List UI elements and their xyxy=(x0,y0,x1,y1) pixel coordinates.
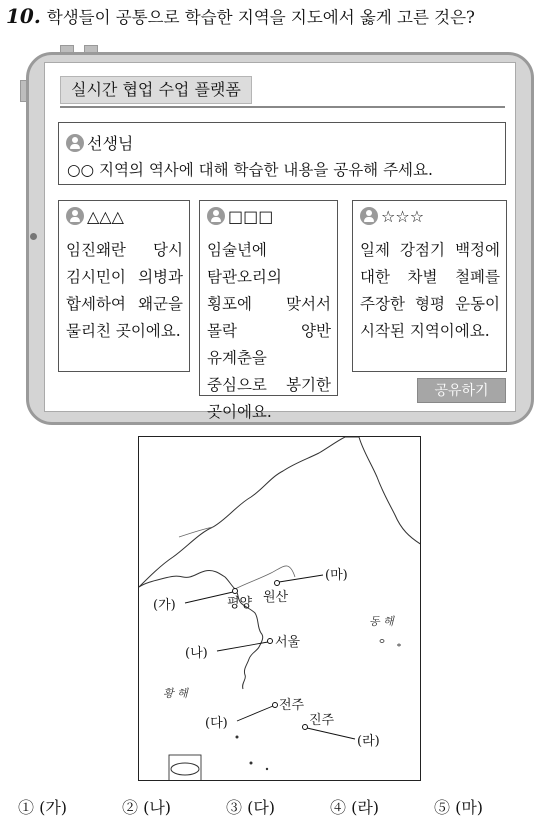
label-jeonju: 전주 xyxy=(279,698,305,713)
choice-2[interactable]: ② (나) xyxy=(122,798,172,817)
island xyxy=(250,762,253,765)
label-jinju: 진주 xyxy=(309,713,335,728)
student-post xyxy=(199,200,338,421)
question-text: 학생들이 공통으로 학습한 지역을 지도에서 옳게 고른 것은? xyxy=(46,8,475,27)
leader-ma xyxy=(279,575,323,582)
land-outline xyxy=(139,437,421,587)
leader-na xyxy=(217,642,268,651)
island xyxy=(236,736,239,739)
choice-4[interactable]: ④ (라) xyxy=(330,798,380,817)
post-text: 임술년에 탐관오리의 횡포에 맞서서 몰락 양반 유계춘을 중심으로 봉기한 곳이에요. xyxy=(207,241,331,421)
border-line xyxy=(235,566,295,589)
author-name: ☆☆☆ xyxy=(381,207,425,226)
point-da xyxy=(273,703,278,708)
dokdo-island xyxy=(398,644,400,646)
ulleung-island xyxy=(380,640,384,643)
platform-title: 실시간 협업 수업 플랫폼 xyxy=(60,76,252,104)
tablet-camera xyxy=(30,233,37,240)
point-ga xyxy=(233,589,238,594)
leader-da xyxy=(237,706,273,721)
post-author xyxy=(66,207,124,226)
map-drawing xyxy=(139,437,421,781)
point-ra xyxy=(303,725,308,730)
question-title xyxy=(6,4,475,28)
label-pyongyang: 평양 xyxy=(227,596,253,611)
post-text: 일제 강점기 백정에 대한 차별 철폐를 주장한 형평 운동이 시작된 지역이에요. xyxy=(360,241,500,340)
share-button[interactable]: 공유하기 xyxy=(417,378,506,403)
user-avatar-icon xyxy=(207,207,225,225)
user-avatar-icon xyxy=(360,207,378,225)
border-line xyxy=(179,527,213,537)
title-divider xyxy=(60,106,505,108)
post-author xyxy=(360,207,424,226)
author-name: 선생님 xyxy=(87,134,134,153)
leader-ga xyxy=(185,592,233,603)
choice-5[interactable]: ⑤ (마) xyxy=(434,798,484,817)
post-text: ○○ 지역의 역사에 대해 학습한 내용을 공유해 주세요. xyxy=(67,161,433,179)
user-avatar-icon xyxy=(66,134,84,152)
east-sea-label: 동 해 xyxy=(369,615,394,628)
student-post xyxy=(58,200,190,372)
jeju-island xyxy=(171,763,199,775)
label-ra: (라) xyxy=(357,734,380,749)
label-wonsan: 원산 xyxy=(263,590,289,605)
peninsula-outline xyxy=(139,570,263,689)
post-text: 임진왜란 당시 김시민이 의병과 합세하여 왜군을 물리친 곳이에요. xyxy=(66,241,183,340)
student-post xyxy=(352,200,507,372)
author-name: △△△ xyxy=(87,207,124,226)
leader-ra xyxy=(307,728,355,739)
yellow-sea-label: 황 해 xyxy=(163,687,188,700)
post-author xyxy=(66,131,133,154)
label-ga: (가) xyxy=(153,598,176,613)
korea-map xyxy=(138,436,421,781)
point-ma xyxy=(275,581,280,586)
choice-1[interactable]: ① (가) xyxy=(18,798,68,817)
author-name: □□□ xyxy=(228,207,274,226)
user-avatar-icon xyxy=(66,207,84,225)
point-na xyxy=(268,639,273,644)
post-author xyxy=(207,207,273,226)
label-na: (나) xyxy=(185,646,208,661)
label-da: (다) xyxy=(205,716,228,731)
question-number: 10. xyxy=(6,4,41,28)
jeju-inset-box xyxy=(169,755,201,781)
label-ma: (마) xyxy=(325,568,348,583)
island xyxy=(266,768,268,770)
teacher-post xyxy=(58,122,506,185)
label-seoul: 서울 xyxy=(275,635,301,650)
choice-3[interactable]: ③ (다) xyxy=(226,798,276,817)
